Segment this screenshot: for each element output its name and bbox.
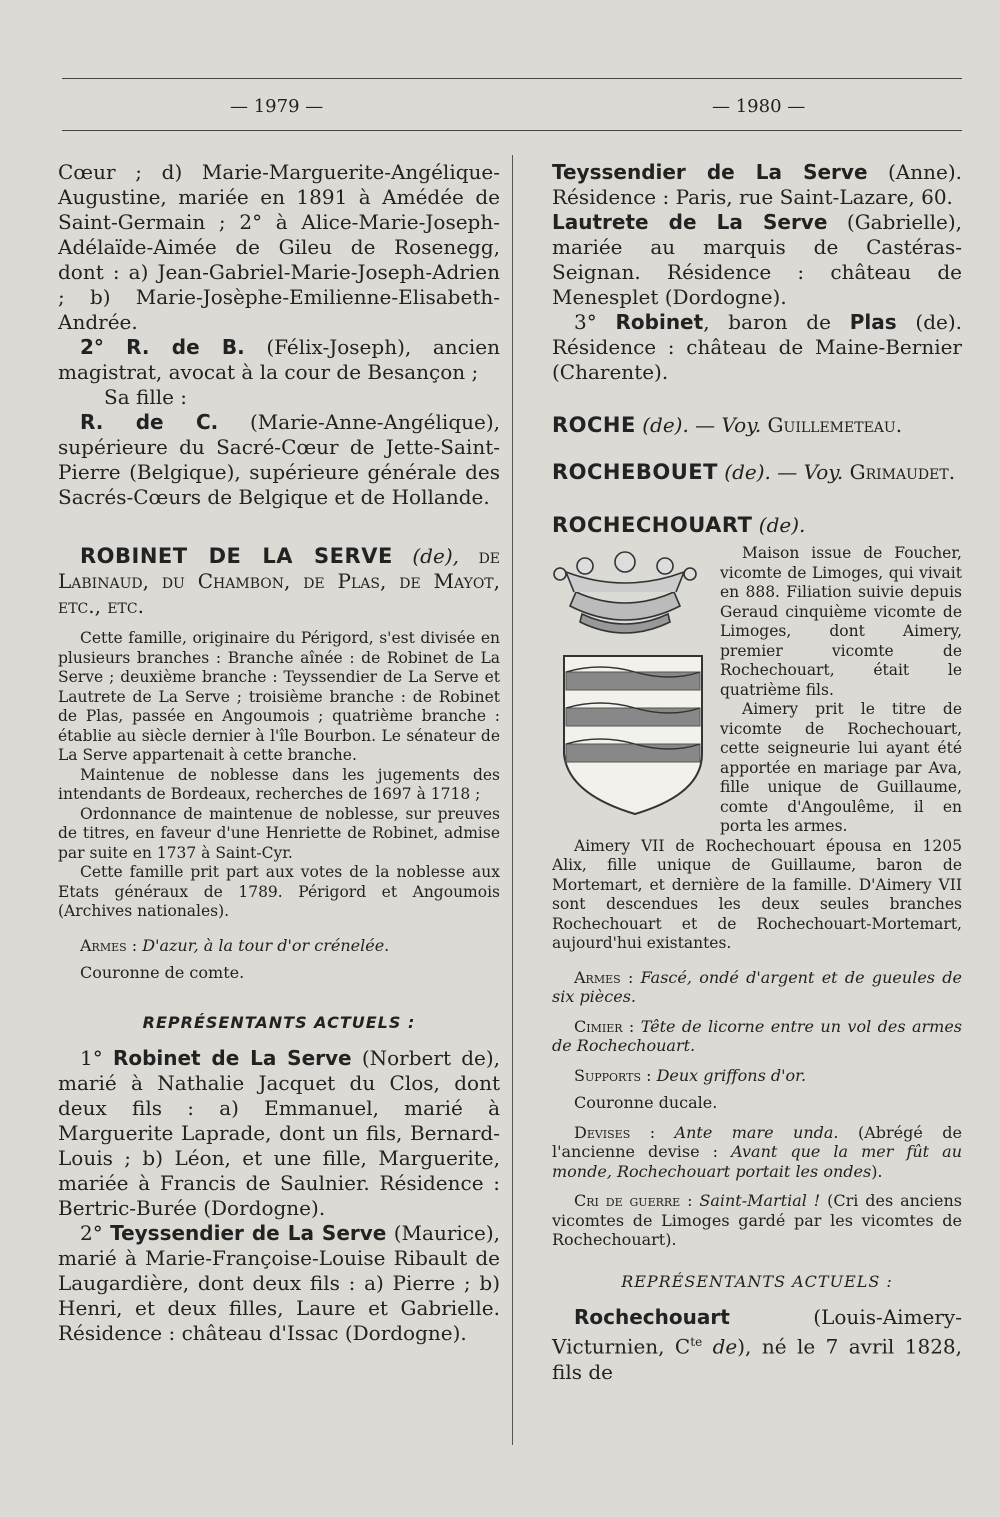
rochechouart-mottos <box>552 1123 962 1182</box>
rep-text: (Louis-Aimery-Victurnien, C <box>552 1305 962 1359</box>
right-entry-plas <box>552 310 962 385</box>
family-particle: (de). — <box>717 460 804 484</box>
family-titles: de Labinaud, du Chambon, de Plas, de Mayot, etc., etc. <box>58 544 501 618</box>
left-paragraph-4 <box>58 410 500 510</box>
left-paragraph-3: Sa fille : <box>104 385 188 409</box>
rep-text-2: ), né le 7 avril 1828, fils de <box>552 1334 963 1384</box>
family-particle: (de). — <box>635 413 722 437</box>
page-number-left: — 1979 — <box>230 96 324 117</box>
right-entry-anne <box>552 160 962 210</box>
crest-label: Cimier : <box>574 1016 641 1036</box>
rep-name: Robinet de La Serve <box>112 1046 352 1070</box>
family-title: ROCHECHOUART <box>552 513 753 537</box>
right-representatives-heading: REPRÉSENTANTS ACTUELS : <box>621 1271 893 1291</box>
left-paragraph-1: Cœur ; d) Marie-Marguerite-Angélique-Augustine, mariée en 1891 à Amédée de Saint-Germain ; 2° à Alice-Marie-Joseph-Adélaïde-Aimée de Gileu de Rosenegg, dont : a) Jean-Gabriel-Marie-Joseph-Adrien ; b) Marie-Josèphe-Emilienne-Elisabeth-Andrée. <box>58 160 500 334</box>
rochechouart-coat-of-arms <box>540 544 710 834</box>
rochechouart-arms <box>552 968 962 1007</box>
robinet-heading <box>58 544 500 619</box>
rochechouart-crown: Couronne ducale. <box>574 1093 718 1112</box>
family-title: ROBINET DE LA SERVE <box>80 544 393 568</box>
robinet-history-3: Ordonnance de maintenue de noblesse, sur preuves de titres, en faveur d'une Henriette de Robinet, admise par suite en 1737 à Saint-Cyr. <box>58 804 500 862</box>
rep-name: Lautrete de La Serve <box>552 210 828 234</box>
ducal-crown-icon <box>554 552 696 633</box>
left-paragraph-2 <box>58 335 500 385</box>
robinet-history-1: Cette famille, originaire du Périgord, s'est divisée en plusieurs branches : Branche aînée : de Robinet de La Serve ; deuxième branche : Teyssendier de La Serve et Lautrete de La Serve ; troisième branche : de Robinet de Plas, passée en Angoumois ; quatrième branche : établie au siècle dernier à l'île Bourbon. Le sénateur de La Serve appartenait à cette branche. <box>58 629 500 764</box>
voy: Voy. <box>721 413 762 437</box>
robinet-crown: Couronne de comte. <box>80 963 245 982</box>
person-name: R. de C. <box>80 410 219 434</box>
motto-note: (Abrégé de l'ancienne devise : <box>552 1122 962 1161</box>
top-rule <box>62 78 962 79</box>
family-title: ROCHEBOUET <box>552 460 718 484</box>
motto-end: ). <box>871 1161 883 1181</box>
rep-number: 3° <box>574 310 616 334</box>
robinet-arms <box>58 936 500 956</box>
shield-icon <box>564 656 702 814</box>
person-text: (Marie-Anne-Angélique), supérieure du Sacré-Cœur de Jette-Saint-Pierre (Belgique), supérieure générale des Sacrés-Cœurs de Belgique et de Hollande. <box>58 410 500 509</box>
rep-text: (Maurice), marié à Marie-Françoise-Louise Ribault de Laugardière, dont deux fils : a) Pierre ; b) Henri, et deux filles, Laure et Gabrielle. Résidence : château d'Issac (Dordogne). <box>58 1221 500 1345</box>
left-representatives-heading: REPRÉSENTANTS ACTUELS : <box>142 1012 416 1032</box>
crest-text: Tête de licorne entre un vol des armes de Rochechouart. <box>552 1016 962 1055</box>
coat-of-arms-icon <box>540 544 710 834</box>
rochechouart-history-2: Aimery prit le titre de vicomte de Rochechouart, cette seigneurie lui ayant été apportée en mariage par Ava, fille unique de Guillaume, comte d'Angoulême, il en porta les armes. <box>720 700 962 835</box>
rochechouart-supports <box>552 1066 962 1086</box>
rep-text: (Norbert de), marié à Nathalie Jacquet du Clos, dont deux fils : a) Emmanuel, marié à Marguerite Laprade, dont un fils, Bernard-Louis ; b) Léon, et une fille, Marguerite, mariée à Francis de Saulnier. Résidence : Bertric-Burée (Dordogne). <box>58 1046 500 1220</box>
robinet-history-4: Cette famille prit part aux votes de la noblesse aux Etats généraux de 1789. Périgord et Angoumois (Archives nationales). <box>58 863 500 920</box>
rep-text: (de). Résidence : château de Maine-Bernier (Charente). <box>552 310 962 384</box>
family-particle: (de). <box>752 513 806 537</box>
rep-sup: te <box>690 1335 703 1349</box>
rochebouet-heading <box>552 460 962 485</box>
war-cry-text: Saint-Martial ! <box>699 1191 821 1210</box>
column-divider <box>512 155 513 1445</box>
robinet-history-2: Maintenue de noblesse dans les jugements des intendants de Bordeaux, recherches de 1697 à 1718 ; <box>58 765 500 803</box>
ref: Guillemeteau. <box>761 413 903 437</box>
arms-label: Armes : <box>574 967 641 987</box>
family-title: ROCHE <box>552 413 636 437</box>
rep-number: 1° <box>80 1046 113 1070</box>
rep-text: (Gabrielle), mariée au marquis de Castéras-Seignan. Résidence : château de Menesplet (Dordogne). <box>552 210 962 309</box>
family-particle: (de), <box>392 544 479 568</box>
rep-name: Teyssendier de La Serve <box>552 160 868 184</box>
war-cry-note: (Cri des anciens vicomtes de Limoges gardé par les vicomtes de Rochechouart). <box>552 1191 962 1249</box>
person-text: (Félix-Joseph), ancien magistrat, avocat à la cour de Besançon ; <box>58 335 500 384</box>
mottos-label: Devises : <box>574 1122 675 1142</box>
rep-text: , baron de <box>703 310 850 334</box>
rep-name: Teyssendier de La Serve <box>110 1221 387 1245</box>
supports-label: Supports : <box>574 1065 657 1085</box>
voy: Voy. <box>803 460 844 484</box>
representative-rochechouart <box>552 1305 962 1385</box>
rep-name: Robinet <box>615 310 704 334</box>
rochechouart-heading <box>552 513 962 538</box>
arms-text: Fascé, ondé d'argent et de gueules de six pièces. <box>552 967 963 1006</box>
right-column <box>552 160 962 1385</box>
motto-2: Avant que la mer fût au monde, Rochechouart portait les ondes <box>552 1142 963 1181</box>
ref: Grimaudet. <box>843 460 956 484</box>
person-name: 2° R. de B. <box>80 335 245 359</box>
right-entry-gabrielle <box>552 210 962 310</box>
rep-text: (Anne). Résidence : Paris, rue Saint-Lazare, 60. <box>552 160 962 209</box>
war-cry-label: Cri de guerre : <box>574 1191 700 1210</box>
representative-1 <box>58 1046 500 1221</box>
left-column <box>58 160 500 1346</box>
rep-particle: de <box>702 1334 738 1359</box>
motto-1: Ante mare unda. <box>674 1122 839 1142</box>
arms-label: Armes : <box>80 935 143 955</box>
rep-name: Plas <box>849 310 897 334</box>
page-number-right: — 1980 — <box>712 96 806 117</box>
representative-2 <box>58 1221 500 1346</box>
rochechouart-crest <box>552 1017 962 1056</box>
roche-heading <box>552 413 962 438</box>
supports-text: Deux griffons d'or. <box>656 1065 807 1085</box>
header-rule <box>62 130 962 131</box>
arms-text: D'azur, à la tour d'or crénelée. <box>142 935 390 955</box>
rochechouart-history-1: Maison issue de Foucher, vicomte de Limoges, qui vivait en 888. Filiation suivie depuis Geraud cinquième vicomte de Limoges, dont Aimery, premier vicomte de Rochechouart, était le quatrième fils. <box>720 544 962 699</box>
rep-name: Rochechouart <box>574 1305 730 1329</box>
rochechouart-history-3: Aimery VII de Rochechouart épousa en 1205 Alix, fille unique de Guillaume, baron de Mortemart, et dernière de la famille. D'Aimery VII sont descendues les deux seules branches Rochechouart et de Rochechouart-Mortemart, aujourd'hui existantes. <box>552 836 962 952</box>
rep-number: 2° <box>80 1221 111 1245</box>
rochechouart-war-cry <box>552 1191 962 1250</box>
